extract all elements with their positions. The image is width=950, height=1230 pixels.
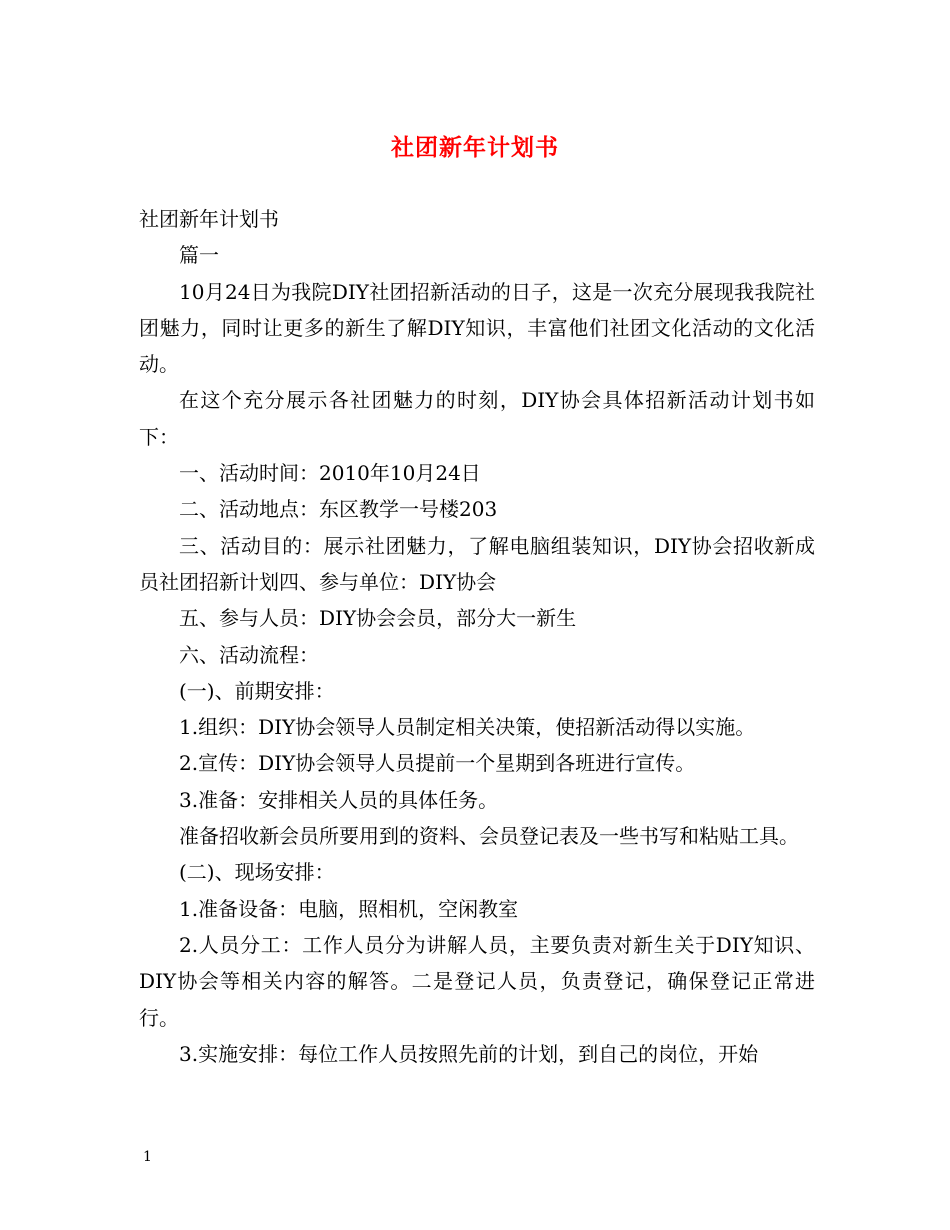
paragraph-plan-lead: 在这个充分展示各社团魅力的时刻，DIY协会具体招新活动计划书如下： bbox=[139, 388, 815, 449]
page-number: 1 bbox=[143, 1149, 152, 1165]
paragraph-equipment: 1.准备设备：电脑，照相机，空闲教室 bbox=[179, 896, 519, 921]
paragraph-activity-time: 一、活动时间：2010年10月24日 bbox=[179, 461, 481, 486]
paragraph-participants: 五、参与人员：DIY协会会员，部分大一新生 bbox=[179, 606, 577, 631]
document-body bbox=[139, 201, 815, 1072]
subtitle-line: 社团新年计划书 bbox=[139, 207, 279, 231]
paragraph-activity-purpose: 三、活动目的：展示社团魅力，了解电脑组装知识，DIY协会招收新成员社团招新计划四、参与单位：DIY协会 bbox=[139, 533, 815, 594]
paragraph-pre-arrangement-heading: (一)、前期安排： bbox=[179, 678, 335, 703]
paragraph-materials: 准备招收新会员所要用到的资料、会员登记表及一些书写和粘贴工具。 bbox=[179, 824, 799, 849]
paragraph-activity-location: 二、活动地点：东区教学一号楼203 bbox=[179, 497, 498, 522]
paragraph-onsite-heading: (二)、现场安排： bbox=[179, 860, 335, 885]
paragraph-staff-division: 2.人员分工：工作人员分为讲解人员，主要负责对新生关于DIY知识、DIY协会等相关内容的解答。二是登记人员，负责登记，确保登记正常进行。 bbox=[139, 932, 815, 1030]
paragraph-organization: 1.组织：DIY协会领导人员制定相关决策，使招新活动得以实施。 bbox=[179, 715, 756, 740]
paragraph-implementation: 3.实施安排：每位工作人员按照先前的计划，到自己的岗位，开始 bbox=[179, 1041, 759, 1066]
document-title: 社团新年计划书 bbox=[391, 134, 559, 161]
paragraph-section-label: 篇一 bbox=[179, 243, 219, 268]
paragraph-preparation: 3.准备：安排相关人员的具体任务。 bbox=[179, 787, 499, 812]
paragraph-publicity: 2.宣传：DIY协会领导人员提前一个星期到各班进行宣传。 bbox=[179, 751, 696, 776]
paragraph-intro: 10月24日为我院DIY社团招新活动的日子，这是一次充分展现我我院社团魅力，同时让更多的新生了解DIY知识，丰富他们社团文化活动的文化活动。 bbox=[139, 279, 815, 377]
paragraph-process-heading: 六、活动流程： bbox=[179, 642, 319, 667]
